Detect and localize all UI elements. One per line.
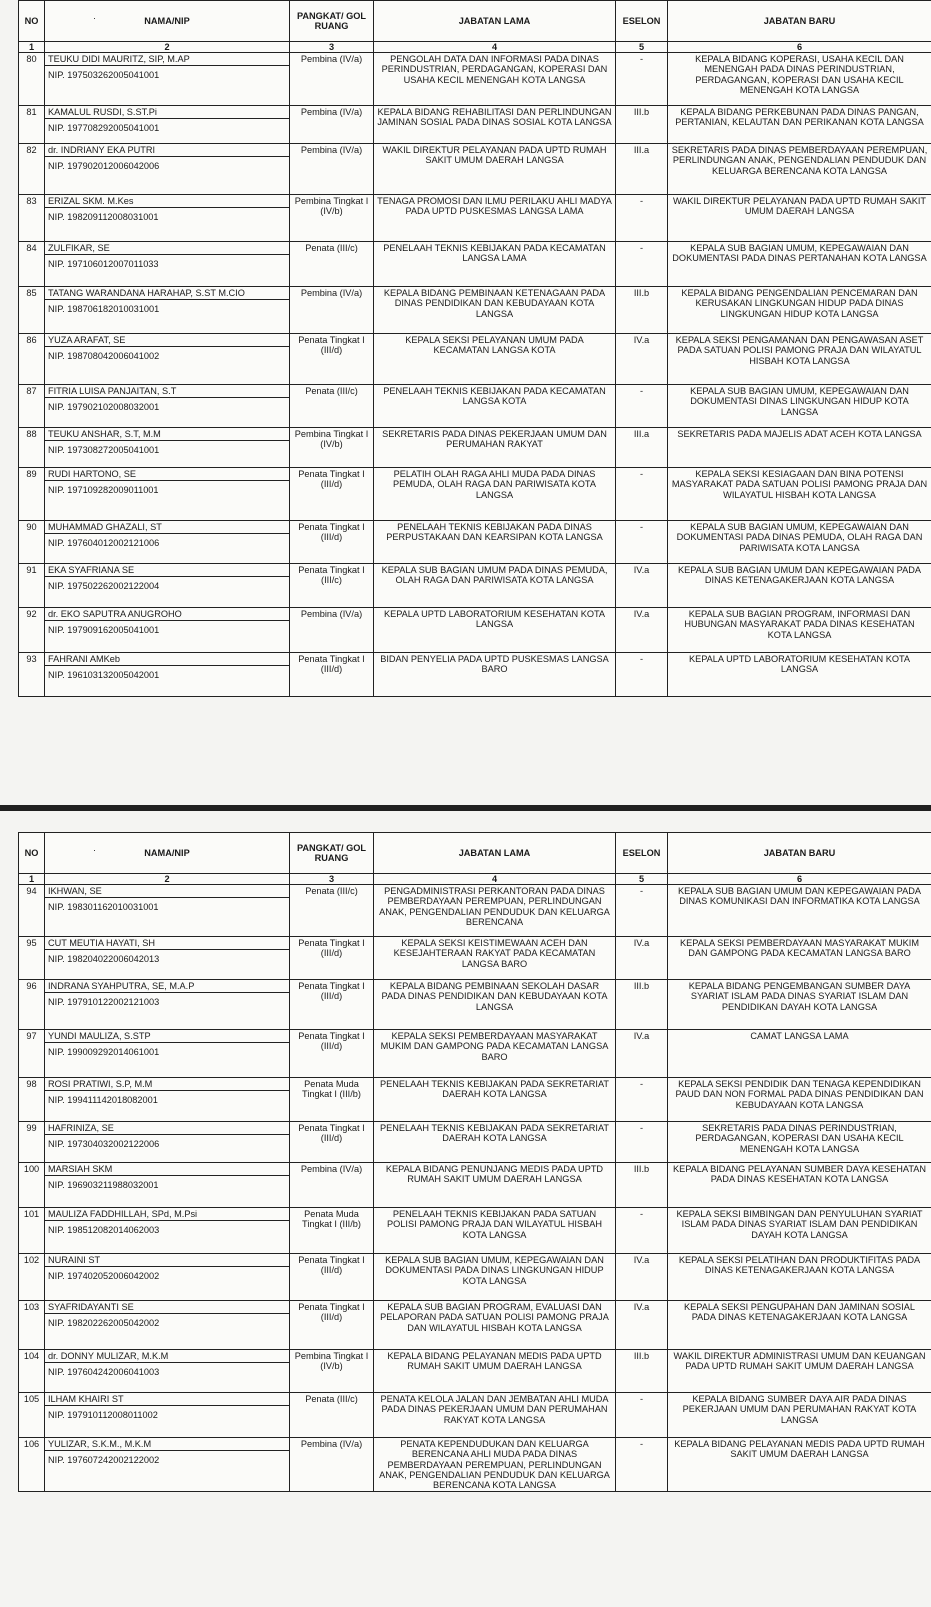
row-number: 96 — [19, 980, 45, 1030]
eselon-cell: IV.a — [616, 1030, 668, 1078]
new-position-cell: KEPALA BIDANG PENGEMBANGAN SUMBER DAYA SYARIAT ISLAM PADA DINAS SYARIAT ISLAM DAN PENDIDIKAN DAYAH KOTA LANGSA — [668, 980, 931, 1030]
eselon-cell: IV.a — [616, 334, 668, 385]
new-position-cell: KEPALA BIDANG SUMBER DAYA AIR PADA DINAS PEKERJAAN UMUM DAN PERUMAHAN RAKYAT KOTA LANGSA — [668, 1393, 931, 1438]
employee-nip: NIP. 197902102008032001 — [48, 402, 160, 413]
old-position-cell: PENATA KEPENDUDUKAN DAN KELUARGA BERENCANA AHLI MUDA PADA DINAS PEMBERDAYAAN PEREMPUAN, PERLINDUNGAN ANAK, PENGENDALIAN PENDUDUK DAN KELUARGA BERENCANA KOTA LANGSA — [374, 1438, 616, 1492]
eselon-cell: IV.a — [616, 564, 668, 608]
eselon-cell: - — [616, 521, 668, 564]
rank-cell: Penata (III/c) — [290, 385, 374, 428]
employee-nip: NIP. 198209112008031001 — [48, 212, 159, 223]
eselon-cell: - — [616, 1078, 668, 1122]
old-position-cell: KEPALA BIDANG PENUNJANG MEDIS PADA UPTD RUMAH SAKIT UMUM DAERAH LANGSA — [374, 1163, 616, 1208]
old-position-cell: KEPALA BIDANG REHABILITASI DAN PERLINDUNGAN JAMINAN SOSIAL PADA DINAS SOSIAL KOTA LANGSA — [374, 106, 616, 144]
name-nip-cell — [45, 1350, 290, 1393]
old-position-cell: PENELAAH TEKNIS KEBIJAKAN PADA SATUAN POLISI PAMONG PRAJA DAN WILAYATUL HISBAH KOTA LANGSA — [374, 1208, 616, 1254]
table-row — [19, 980, 931, 1030]
table-row — [19, 1301, 931, 1350]
employee-nip: NIP. 197402052006042002 — [48, 1271, 160, 1282]
header-jabatan-lama: JABATAN LAMA — [374, 1, 616, 42]
name-nip-cell — [45, 53, 290, 106]
old-position-cell: BIDAN PENYELIA PADA UPTD PUSKESMAS LANGSA BARO — [374, 653, 616, 697]
rank-cell: Pembina (IV/a) — [290, 1438, 374, 1492]
page-2-table-sheet — [18, 832, 931, 1492]
name-nip-cell — [45, 653, 290, 697]
employee-name: FITRIA LUISA PANJAITAN, S.T — [45, 385, 289, 398]
name-nip-cell — [45, 334, 290, 385]
new-position-cell: KEPALA SUB BAGIAN UMUM, KEPEGAWAIAN DAN DOKUMENTASI DINAS LINGKUNGAN HIDUP KOTA LANGSA — [668, 385, 931, 428]
name-nip-cell — [45, 385, 290, 428]
rank-cell: Pembina (IV/a) — [290, 608, 374, 653]
new-position-cell: WAKIL DIREKTUR ADMINISTRASI UMUM DAN KEUANGAN PADA UPTD RUMAH SAKIT UMUM DAERAH LANGSA — [668, 1350, 931, 1393]
old-position-cell: PENELAAH TEKNIS KEBIJAKAN PADA KECAMATAN LANGSA KOTA — [374, 385, 616, 428]
employee-nip: NIP. 196103132005042001 — [48, 670, 160, 681]
employee-name: dr. EKO SAPUTRA ANUGROHO — [45, 608, 289, 621]
eselon-cell: - — [616, 1208, 668, 1254]
name-nip-cell — [45, 1030, 290, 1078]
table-row — [19, 385, 931, 428]
row-number: 89 — [19, 468, 45, 521]
eselon-cell: - — [616, 468, 668, 521]
header-no: NO — [19, 833, 45, 874]
employee-nip: NIP. 197910122002121003 — [48, 997, 160, 1008]
employee-name: ILHAM KHAIRI ST — [45, 1393, 289, 1406]
eselon-cell: IV.a — [616, 608, 668, 653]
table-row — [19, 1254, 931, 1301]
row-number: 82 — [19, 144, 45, 195]
name-nip-cell — [45, 144, 290, 195]
col-number: 1 — [19, 42, 45, 53]
employee-name: ERIZAL SKM. M.Kes — [45, 195, 289, 208]
table-row — [19, 1163, 931, 1208]
row-number: 94 — [19, 885, 45, 937]
new-position-cell: KEPALA BIDANG PENGENDALIAN PENCEMARAN DAN KERUSAKAN LINGKUNGAN HIDUP PADA DINAS LINGKUNGAN HIDUP KOTA LANGSA — [668, 287, 931, 334]
old-position-cell: PENATA KELOLA JALAN DAN JEMBATAN AHLI MUDA PADA DINAS PEKERJAAN UMUM DAN PERUMAHAN RAKYAT KOTA LANGSA — [374, 1393, 616, 1438]
name-nip-cell — [45, 195, 290, 242]
name-nip-cell — [45, 608, 290, 653]
rank-cell: Penata Tingkat I (III/d) — [290, 980, 374, 1030]
row-number: 81 — [19, 106, 45, 144]
name-nip-cell — [45, 1163, 290, 1208]
rank-cell: Penata Tingkat I (III/d) — [290, 1030, 374, 1078]
employee-nip: NIP. 197902012006042006 — [48, 161, 160, 172]
rank-cell: Pembina Tingkat I (IV/b) — [290, 1350, 374, 1393]
header-eselon: ESELON — [616, 833, 668, 874]
new-position-cell: SEKRETARIS PADA DINAS PERINDUSTRIAN, PERDAGANGAN, KOPERASI DAN USAHA KECIL MENENGAH KOTA LANGSA — [668, 1122, 931, 1163]
position-transfer-table — [18, 832, 931, 1492]
eselon-cell: - — [616, 653, 668, 697]
new-position-cell: KEPALA SEKSI PENGUPAHAN DAN JAMINAN SOSIAL PADA DINAS KETENAGAKERJAAN KOTA LANGSA — [668, 1301, 931, 1350]
table-row — [19, 564, 931, 608]
rank-cell: Penata (III/c) — [290, 242, 374, 287]
eselon-cell: - — [616, 1438, 668, 1492]
rank-cell: Pembina (IV/a) — [290, 287, 374, 334]
row-number: 103 — [19, 1301, 45, 1350]
table-row — [19, 608, 931, 653]
employee-name: dr. INDRIANY EKA PUTRI — [45, 144, 289, 157]
employee-name: RUDI HARTONO, SE — [45, 468, 289, 481]
eselon-cell: III.a — [616, 144, 668, 195]
name-nip-cell — [45, 468, 290, 521]
new-position-cell: KEPALA SUB BAGIAN UMUM DAN KEPEGAWAIAN PADA DINAS KOMUNIKASI DAN INFORMATIKA KOTA LANGSA — [668, 885, 931, 937]
header-nama-label: NAMA/NIP — [144, 847, 190, 858]
old-position-cell: PENGOLAH DATA DAN INFORMASI PADA DINAS PERINDUSTRIAN, PERDAGANGAN, KOPERASI DAN USAHA KECIL MENENGAH KOTA LANGSA — [374, 53, 616, 106]
name-nip-cell — [45, 1208, 290, 1254]
eselon-cell: IV.a — [616, 1301, 668, 1350]
rank-cell: Penata Tingkat I (III/d) — [290, 937, 374, 980]
old-position-cell: KEPALA UPTD LABORATORIUM KESEHATAN KOTA LANGSA — [374, 608, 616, 653]
table-row — [19, 1350, 931, 1393]
employee-name: ROSI PRATIWI, S.P, M.M — [45, 1078, 289, 1091]
old-position-cell: PENELAAH TEKNIS KEBIJAKAN PADA KECAMATAN LANGSA LAMA — [374, 242, 616, 287]
table-row — [19, 653, 931, 697]
row-number: 86 — [19, 334, 45, 385]
old-position-cell: KEPALA SUB BAGIAN UMUM, KEPEGAWAIAN DAN DOKUMENTASI PADA DINAS LINGKUNGAN HIDUP KOTA LANGSA — [374, 1254, 616, 1301]
table-row — [19, 521, 931, 564]
eselon-cell: III.b — [616, 106, 668, 144]
rank-cell: Penata (III/c) — [290, 885, 374, 937]
row-number: 97 — [19, 1030, 45, 1078]
employee-nip: NIP. 197604012002121006 — [48, 538, 160, 549]
rank-cell: Pembina Tingkat I (IV/b) — [290, 195, 374, 242]
old-position-cell: SEKRETARIS PADA DINAS PEKERJAAN UMUM DAN PERUMAHAN RAKYAT — [374, 428, 616, 468]
eselon-cell: IV.a — [616, 1254, 668, 1301]
eselon-cell: - — [616, 242, 668, 287]
employee-name: YULIZAR, S.K.M., M.K.M — [45, 1438, 289, 1451]
header-no: NO — [19, 1, 45, 42]
old-position-cell: PENGADMINISTRASI PERKANTORAN PADA DINAS PEMBERDAYAAN PEREMPUAN, PERLINDUNGAN ANAK, PENGENDALIAN PENDUDUK DAN KELUARGA BERENCANA — [374, 885, 616, 937]
row-number: 83 — [19, 195, 45, 242]
table-row — [19, 106, 931, 144]
new-position-cell: KEPALA SUB BAGIAN UMUM DAN KEPEGAWAIAN PADA DINAS KETENAGAKERJAAN KOTA LANGSA — [668, 564, 931, 608]
new-position-cell: CAMAT LANGSA LAMA — [668, 1030, 931, 1078]
eselon-cell: - — [616, 195, 668, 242]
employee-name: MARSIAH SKM — [45, 1163, 289, 1176]
row-number: 101 — [19, 1208, 45, 1254]
table-row — [19, 242, 931, 287]
col-number: 6 — [668, 42, 931, 53]
name-nip-cell — [45, 242, 290, 287]
table-row — [19, 1030, 931, 1078]
col-number: 1 — [19, 874, 45, 885]
eselon-cell: - — [616, 385, 668, 428]
rank-cell: Pembina (IV/a) — [290, 53, 374, 106]
table-row — [19, 1078, 931, 1122]
rank-cell: Pembina (IV/a) — [290, 106, 374, 144]
new-position-cell: KEPALA SEKSI PEMBERDAYAAN MASYARAKAT MUKIM DAN GAMPONG PADA KECAMATAN LANGSA BARO — [668, 937, 931, 980]
row-number: 99 — [19, 1122, 45, 1163]
employee-nip: NIP. 197604242006041003 — [48, 1367, 160, 1378]
employee-name: KAMALUL RUSDI, S.ST.Pi — [45, 106, 289, 119]
new-position-cell: KEPALA SEKSI BIMBINGAN DAN PENYULUHAN SYARIAT ISLAM PADA DINAS SYARIAT ISLAM DAN PENDIDIKAN DAYAH KOTA LANGSA — [668, 1208, 931, 1254]
employee-nip: NIP. 197308272005041001 — [48, 445, 160, 456]
name-nip-cell — [45, 1438, 290, 1492]
col-number: 2 — [45, 42, 290, 53]
employee-name: NURAINI ST — [45, 1254, 289, 1267]
employee-nip: NIP. 198512082014062003 — [48, 1225, 160, 1236]
employee-nip: NIP. 199411142018082001 — [48, 1095, 158, 1106]
name-nip-cell — [45, 937, 290, 980]
old-position-cell: KEPALA BIDANG PELAYANAN MEDIS PADA UPTD RUMAH SAKIT UMUM DAERAH LANGSA — [374, 1350, 616, 1393]
employee-name: HAFRINIZA, SE — [45, 1122, 289, 1135]
row-number: 100 — [19, 1163, 45, 1208]
col-number: 3 — [290, 42, 374, 53]
eselon-cell: - — [616, 53, 668, 106]
row-number: 84 — [19, 242, 45, 287]
row-number: 102 — [19, 1254, 45, 1301]
table-row — [19, 1438, 931, 1492]
employee-nip: NIP. 197109282009011001 — [48, 485, 159, 496]
rank-cell: Penata (III/c) — [290, 1393, 374, 1438]
name-nip-cell — [45, 1078, 290, 1122]
table-row — [19, 428, 931, 468]
col-number: 4 — [374, 874, 616, 885]
header-nama-nip — [45, 833, 290, 874]
row-number: 85 — [19, 287, 45, 334]
rank-cell: Pembina Tingkat I (IV/b) — [290, 428, 374, 468]
header-jabatan-baru: JABATAN BARU — [668, 833, 931, 874]
new-position-cell: KEPALA SEKSI PELATIHAN DAN PRODUKTIFITAS PADA DINAS KETENAGAKERJAAN KOTA LANGSA — [668, 1254, 931, 1301]
name-nip-cell — [45, 1254, 290, 1301]
eselon-cell: III.b — [616, 287, 668, 334]
new-position-cell: SEKRETARIS PADA DINAS PEMBERDAYAAN PEREMPUAN, PERLINDUNGAN ANAK, PENGENDALIAN PENDUDUK DAN KELUARGA BERENCANA KOTA LANGSA — [668, 144, 931, 195]
eselon-cell: IV.a — [616, 937, 668, 980]
table-row — [19, 468, 931, 521]
employee-name: SYAFRIDAYANTI SE — [45, 1301, 289, 1314]
row-number: 105 — [19, 1393, 45, 1438]
header-jabatan-lama: JABATAN LAMA — [374, 833, 616, 874]
rank-cell: Penata Tingkat I (III/d) — [290, 521, 374, 564]
row-number: 95 — [19, 937, 45, 980]
new-position-cell: KEPALA SUB BAGIAN UMUM, KEPEGAWAIAN DAN DOKUMENTASI PADA DINAS PEMUDA, OLAH RAGA DAN PARIWISATA KOTA LANGSA — [668, 521, 931, 564]
table-row — [19, 1208, 931, 1254]
employee-nip: NIP. 198706182010031001 — [48, 304, 160, 315]
row-number: 104 — [19, 1350, 45, 1393]
rank-cell: Penata Muda Tingkat I (III/b) — [290, 1078, 374, 1122]
row-number: 92 — [19, 608, 45, 653]
employee-name: MAULIZA FADDHILLAH, SPd, M.Psi — [45, 1208, 289, 1221]
name-nip-cell — [45, 106, 290, 144]
employee-nip: NIP. 197910112008011002 — [48, 1410, 158, 1421]
name-nip-cell — [45, 521, 290, 564]
name-nip-cell — [45, 564, 290, 608]
header-dot: · — [93, 845, 97, 855]
employee-name: EKA SYAFRIANA SE — [45, 564, 289, 577]
col-number: 6 — [668, 874, 931, 885]
name-nip-cell — [45, 885, 290, 937]
old-position-cell: PENELAAH TEKNIS KEBIJAKAN PADA SEKRETARIAT DAERAH KOTA LANGSA — [374, 1122, 616, 1163]
eselon-cell: III.b — [616, 1163, 668, 1208]
rank-cell: Penata Tingkat I (III/d) — [290, 653, 374, 697]
old-position-cell: KEPALA BIDANG PEMBINAAN SEKOLAH DASAR PADA DINAS PENDIDIKAN DAN KEBUDAYAAN KOTA LANGSA — [374, 980, 616, 1030]
rank-cell: Penata Tingkat I (III/d) — [290, 468, 374, 521]
table-row — [19, 937, 931, 980]
new-position-cell: KEPALA BIDANG PELAYANAN SUMBER DAYA KESEHATAN PADA DINAS KESEHATAN KOTA LANGSA — [668, 1163, 931, 1208]
header-pangkat: PANGKAT/ GOL RUANG — [290, 1, 374, 42]
new-position-cell: KEPALA SEKSI KESIAGAAN DAN BINA POTENSI MASYARAKAT PADA SATUAN POLISI PAMONG PRAJA DAN WILAYATUL HISBAH KOTA LANGSA — [668, 468, 931, 521]
row-number: 87 — [19, 385, 45, 428]
row-number: 106 — [19, 1438, 45, 1492]
eselon-cell: - — [616, 1393, 668, 1438]
employee-nip: NIP. 197304032002122006 — [48, 1139, 160, 1150]
row-number: 91 — [19, 564, 45, 608]
employee-name: dr. DONNY MULIZAR, M.K.M — [45, 1350, 289, 1363]
header-nama-nip — [45, 1, 290, 42]
old-position-cell: PENELAAH TEKNIS KEBIJAKAN PADA SEKRETARIAT DAERAH KOTA LANGSA — [374, 1078, 616, 1122]
eselon-cell: III.a — [616, 428, 668, 468]
rank-cell: Pembina (IV/a) — [290, 1163, 374, 1208]
col-number: 2 — [45, 874, 290, 885]
employee-name: TEUKU DIDI MAURITZ, SIP, M.AP — [45, 53, 289, 66]
rank-cell: Penata Tingkat I (III/d) — [290, 1301, 374, 1350]
header-pangkat: PANGKAT/ GOL RUANG — [290, 833, 374, 874]
old-position-cell: PELATIH OLAH RAGA AHLI MUDA PADA DINAS PEMUDA, OLAH RAGA DAN PARIWISATA KOTA LANGSA — [374, 468, 616, 521]
eselon-cell: III.b — [616, 980, 668, 1030]
old-position-cell: PENELAAH TEKNIS KEBIJAKAN PADA DINAS PERPUSTAKAAN DAN KEARSIPAN KOTA LANGSA — [374, 521, 616, 564]
table-row — [19, 144, 931, 195]
employee-nip: NIP. 197708292005041001 — [48, 123, 160, 134]
header-eselon: ESELON — [616, 1, 668, 42]
employee-nip: NIP. 197502262002122004 — [48, 581, 160, 592]
new-position-cell: KEPALA BIDANG KOPERASI, USAHA KECIL DAN MENENGAH PADA DINAS PERINDUSTRIAN, PERDAGANGAN, KOPERASI DAN USAHA KECIL MENENGAH KOTA LANGSA — [668, 53, 931, 106]
name-nip-cell — [45, 428, 290, 468]
employee-nip: NIP. 198708042006041002 — [48, 351, 160, 362]
employee-nip: NIP. 198202262005042002 — [48, 1318, 160, 1329]
employee-name: TATANG WARANDANA HARAHAP, S.ST M.CIO — [45, 287, 289, 300]
name-nip-cell — [45, 287, 290, 334]
employee-nip: NIP. 198301162010031001 — [48, 902, 159, 913]
employee-nip: NIP. 199009292014061001 — [48, 1047, 160, 1058]
new-position-cell: KEPALA SUB BAGIAN UMUM, KEPEGAWAIAN DAN DOKUMENTASI PADA DINAS PERTANAHAN KOTA LANGSA — [668, 242, 931, 287]
new-position-cell: SEKRETARIS PADA MAJELIS ADAT ACEH KOTA LANGSA — [668, 428, 931, 468]
new-position-cell: KEPALA SEKSI PENGAMANAN DAN PENGAWASAN ASET PADA SATUAN POLISI PAMONG PRAJA DAN WILAYATUL HISBAH KOTA LANGSA — [668, 334, 931, 385]
rank-cell: Penata Tingkat I (III/c) — [290, 564, 374, 608]
employee-name: ZULFIKAR, SE — [45, 242, 289, 255]
table-row — [19, 334, 931, 385]
employee-name: IKHWAN, SE — [45, 885, 289, 898]
employee-nip: NIP. 198204022006042013 — [48, 954, 160, 965]
old-position-cell: KEPALA SUB BAGIAN UMUM PADA DINAS PEMUDA, OLAH RAGA DAN PARIWISATA KOTA LANGSA — [374, 564, 616, 608]
row-number: 93 — [19, 653, 45, 697]
rank-cell: Penata Tingkat I (III/d) — [290, 1254, 374, 1301]
old-position-cell: WAKIL DIREKTUR PELAYANAN PADA UPTD RUMAH SAKIT UMUM DAERAH LANGSA — [374, 144, 616, 195]
table-row — [19, 195, 931, 242]
table-row — [19, 1393, 931, 1438]
name-nip-cell — [45, 1393, 290, 1438]
header-jabatan-baru: JABATAN BARU — [668, 1, 931, 42]
employee-nip: NIP. 196903211988032001 — [48, 1180, 159, 1191]
col-number: 3 — [290, 874, 374, 885]
col-number: 4 — [374, 42, 616, 53]
rank-cell: Penata Tingkat I (III/d) — [290, 334, 374, 385]
row-number: 80 — [19, 53, 45, 106]
old-position-cell: KEPALA SEKSI PELAYANAN UMUM PADA KECAMATAN LANGSA KOTA — [374, 334, 616, 385]
rank-cell: Penata Muda Tingkat I (III/b) — [290, 1208, 374, 1254]
row-number: 90 — [19, 521, 45, 564]
rank-cell: Pembina (IV/a) — [290, 144, 374, 195]
table-row — [19, 53, 931, 106]
row-number: 88 — [19, 428, 45, 468]
old-position-cell: TENAGA PROMOSI DAN ILMU PERILAKU AHLI MADYA PADA UPTD PUSKESMAS LANGSA LAMA — [374, 195, 616, 242]
employee-nip: NIP. 197106012007011033 — [48, 259, 159, 270]
employee-name: FAHRANI AMKeb — [45, 653, 289, 666]
page-1-table-sheet — [18, 0, 931, 697]
row-number: 98 — [19, 1078, 45, 1122]
eselon-cell: - — [616, 885, 668, 937]
rank-cell: Penata Tingkat I (III/d) — [290, 1122, 374, 1163]
header-dot: · — [93, 13, 97, 23]
employee-nip: NIP. 197503262005041001 — [48, 70, 160, 81]
name-nip-cell — [45, 980, 290, 1030]
employee-name: MUHAMMAD GHAZALI, ST — [45, 521, 289, 534]
new-position-cell: KEPALA SEKSI PENDIDIK DAN TENAGA KEPENDIDIKAN PAUD DAN NON FORMAL PADA DINAS PENDIDIKAN DAN KEBUDAYAAN KOTA LANGSA — [668, 1078, 931, 1122]
employee-name: YUZA ARAFAT, SE — [45, 334, 289, 347]
page-separator — [0, 805, 931, 811]
new-position-cell: KEPALA SUB BAGIAN PROGRAM, INFORMASI DAN HUBUNGAN MASYARAKAT PADA DINAS KESEHATAN KOTA LANGSA — [668, 608, 931, 653]
employee-nip: NIP. 197607242002122002 — [48, 1455, 160, 1466]
name-nip-cell — [45, 1122, 290, 1163]
employee-name: CUT MEUTIA HAYATI, SH — [45, 937, 289, 950]
employee-name: TEUKU ANSHAR, S.T, M.M — [45, 428, 289, 441]
eselon-cell: III.b — [616, 1350, 668, 1393]
new-position-cell: KEPALA UPTD LABORATORIUM KESEHATAN KOTA LANGSA — [668, 653, 931, 697]
name-nip-cell — [45, 1301, 290, 1350]
eselon-cell: - — [616, 1122, 668, 1163]
old-position-cell: KEPALA SEKSI PEMBERDAYAAN MASYARAKAT MUKIM DAN GAMPONG PADA KECAMATAN LANGSA BARO — [374, 1030, 616, 1078]
position-transfer-table — [18, 0, 931, 697]
new-position-cell: KEPALA BIDANG PELAYANAN MEDIS PADA UPTD RUMAH SAKIT UMUM DAERAH LANGSA — [668, 1438, 931, 1492]
table-row — [19, 287, 931, 334]
old-position-cell: KEPALA BIDANG PEMBINAAN KETENAGAAN PADA DINAS PENDIDIKAN DAN KEBUDAYAAN KOTA LANGSA — [374, 287, 616, 334]
old-position-cell: KEPALA SEKSI KEISTIMEWAAN ACEH DAN KESEJAHTERAAN RAKYAT PADA KECAMATAN LANGSA BARO — [374, 937, 616, 980]
employee-name: INDRANA SYAHPUTRA, SE, M.A.P — [45, 980, 289, 993]
new-position-cell: KEPALA BIDANG PERKEBUNAN PADA DINAS PANGAN, PERTANIAN, KELAUTAN DAN PERIKANAN KOTA LANGSA — [668, 106, 931, 144]
col-number: 5 — [616, 874, 668, 885]
employee-name: YUNDI MAULIZA, S.STP — [45, 1030, 289, 1043]
col-number: 5 — [616, 42, 668, 53]
employee-nip: NIP. 197909162005041001 — [48, 625, 160, 636]
header-nama-label: NAMA/NIP — [144, 15, 190, 26]
table-row — [19, 885, 931, 937]
new-position-cell: WAKIL DIREKTUR PELAYANAN PADA UPTD RUMAH SAKIT UMUM DAERAH LANGSA — [668, 195, 931, 242]
old-position-cell: KEPALA SUB BAGIAN PROGRAM, EVALUASI DAN PELAPORAN PADA SATUAN POLISI PAMONG PRAJA DAN WILAYATUL HISBAH KOTA LANGSA — [374, 1301, 616, 1350]
table-row — [19, 1122, 931, 1163]
